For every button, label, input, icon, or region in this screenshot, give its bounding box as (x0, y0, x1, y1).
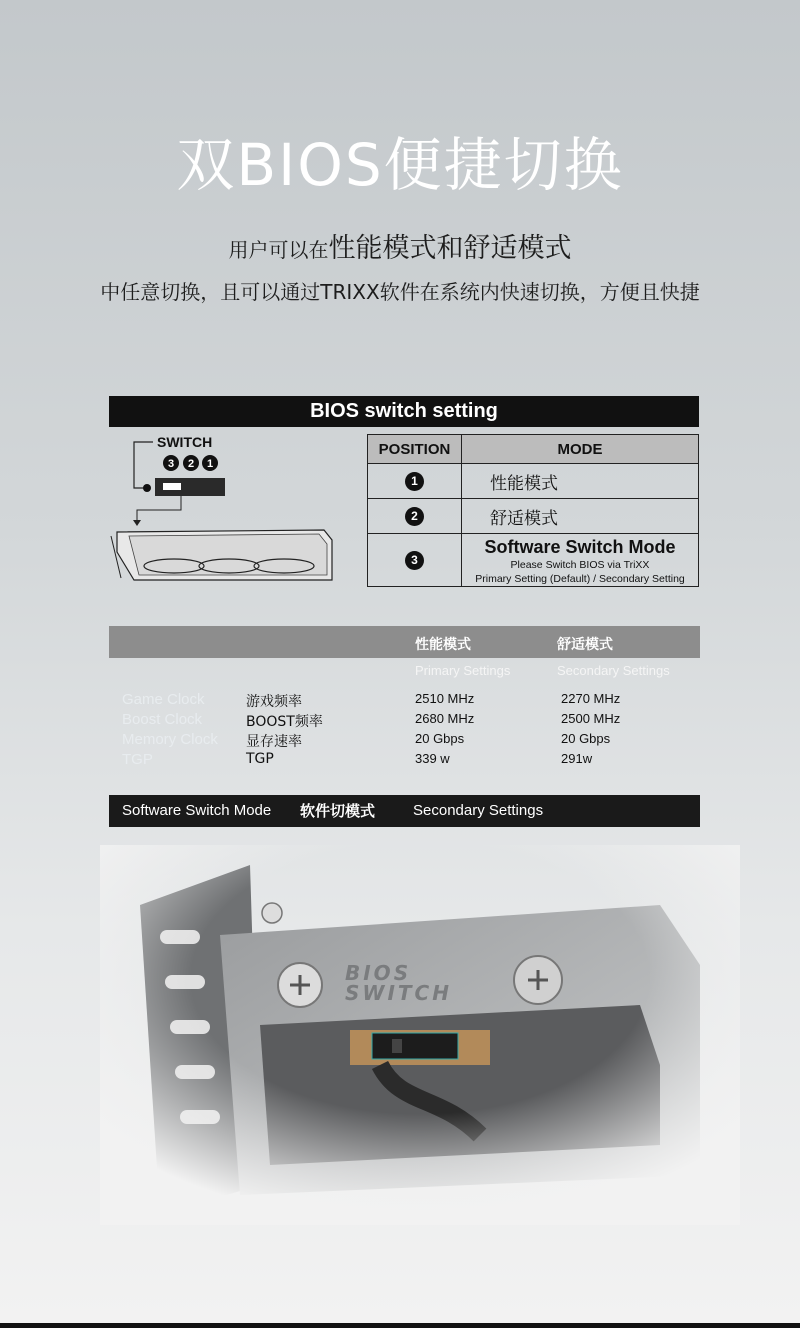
spec-value-secondary: 2270 MHz (561, 691, 621, 706)
spec-sub-secondary: Secondary Settings (557, 663, 670, 678)
subtitle-emphasis: 性能模式和舒适模式 (328, 233, 572, 264)
spec-label-cn: BOOST频率 (246, 714, 323, 730)
spec-col-performance: 性能模式 (415, 637, 471, 653)
mode-performance: 性能模式 (462, 464, 699, 499)
subtitle-line-2: 中任意切换，且可以通过TRIXX软件在系统内快速切换，方便且快捷 (100, 280, 700, 304)
spec-row (0, 711, 800, 731)
spec-label-en: TGP (122, 751, 153, 768)
mode-quiet: 舒适模式 (462, 499, 699, 534)
bios-switch-header: BIOS switch setting (109, 396, 699, 427)
position-badge-3: 3 (405, 551, 424, 570)
software-switch-bar (109, 795, 700, 827)
subtitle-prefix: 用户可以在 (228, 238, 329, 262)
mode-software-switch (462, 534, 699, 587)
bios-switch-table (367, 434, 699, 587)
card-closeup-illustration (100, 845, 740, 1225)
table-header-position: POSITION (368, 435, 462, 464)
page-title: 双BIOS便捷切换 (176, 131, 624, 199)
spec-label-en: Game Clock (122, 691, 205, 708)
spec-label-cn: 显存速率 (246, 734, 302, 750)
table-row (368, 464, 699, 499)
position-badge-2: 2 (405, 507, 424, 526)
spec-value-primary: 2680 MHz (415, 711, 475, 726)
spec-col-quiet: 舒适模式 (557, 637, 613, 653)
sw-bar-value: Secondary Settings (413, 802, 544, 819)
software-switch-note-2: Primary Setting (Default) / Secondary Setting (475, 573, 685, 585)
switch-number-2: 2 (187, 458, 195, 470)
spec-label-cn: TGP (246, 751, 274, 767)
spec-sub-primary: Primary Settings (415, 663, 511, 678)
subtitle-line-1 (0, 226, 800, 265)
spec-value-secondary: 291w (561, 751, 593, 766)
switch-number-3: 3 (167, 458, 175, 470)
switch-label: SWITCH (157, 434, 213, 450)
software-switch-title: Software Switch Mode (484, 537, 676, 557)
spec-value-secondary: 20 Gbps (561, 731, 611, 746)
spec-label-cn: 游戏频率 (246, 694, 302, 710)
graphics-card-diagram (109, 432, 349, 592)
software-switch-note-1: Please Switch BIOS via TriXX (510, 559, 650, 571)
spec-row (0, 751, 800, 771)
spec-row (0, 691, 800, 711)
switch-diagram (109, 432, 349, 592)
spec-label-en: Memory Clock (122, 731, 218, 748)
spec-value-primary: 20 Gbps (415, 731, 465, 746)
spec-row (0, 731, 800, 751)
spec-label-en: Boost Clock (122, 711, 203, 728)
bios-switch-photo (100, 845, 740, 1225)
sw-bar-label-en: Software Switch Mode (122, 802, 272, 819)
bottom-divider (0, 1323, 800, 1328)
switch-number-1: 1 (206, 458, 214, 470)
table-header-mode: MODE (462, 435, 699, 464)
table-row (368, 534, 699, 587)
spec-value-primary: 2510 MHz (415, 691, 475, 706)
spec-value-secondary: 2500 MHz (561, 711, 621, 726)
spec-header (109, 626, 700, 658)
sw-bar-label-cn: 软件切模式 (300, 802, 376, 820)
table-row (368, 499, 699, 534)
position-badge-1: 1 (405, 472, 424, 491)
spec-value-primary: 339 w (415, 751, 450, 766)
